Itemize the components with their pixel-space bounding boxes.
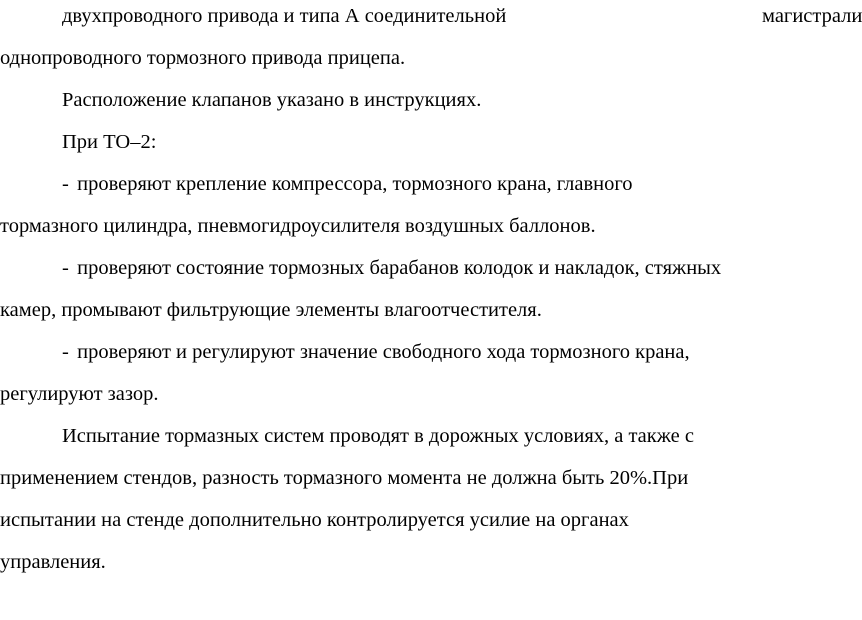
text-line-13 bbox=[0, 508, 629, 532]
list-dash: - bbox=[62, 341, 69, 363]
text-line-3 bbox=[62, 88, 481, 112]
text-line-12 bbox=[0, 466, 688, 490]
text-line-14 bbox=[0, 550, 106, 574]
list-dash: - bbox=[62, 173, 69, 195]
line-3-text: Расположение клапанов указано в инструкциях. bbox=[62, 89, 482, 111]
line-11-text: Испытание тормазных систем проводят в дорожных условиях, а также с bbox=[62, 425, 694, 447]
text-line-2 bbox=[0, 46, 405, 70]
list-dash: - bbox=[62, 257, 69, 279]
text-line-7 bbox=[62, 256, 721, 280]
line-13-text: испытании на стенде дополнительно контролируется усилие на органах bbox=[0, 509, 629, 531]
line-9-text: проверяют и регулируют значение свободного хода тормозного крана, bbox=[77, 341, 690, 363]
line-10-text: регулируют зазор. bbox=[0, 383, 159, 405]
text-line-4 bbox=[62, 130, 156, 154]
line-1-text: двухпроводного привода и типа А соединительной bbox=[62, 5, 507, 27]
line-4-text: При ТО–2: bbox=[62, 131, 157, 153]
text-line-11 bbox=[62, 424, 694, 448]
line-12-text: применением стендов, разность тормазного момента не должна быть 20%.При bbox=[0, 467, 689, 489]
text-line-8 bbox=[0, 298, 542, 322]
line-8-text: камер, промывают фильтрующие элементы влагоотчестителя. bbox=[0, 299, 542, 321]
text-line-6 bbox=[0, 214, 596, 238]
line-1-tail: магистрали bbox=[762, 5, 862, 27]
text-line-10 bbox=[0, 382, 158, 406]
line-14-text: управления. bbox=[0, 551, 106, 573]
text-line-1 bbox=[62, 4, 862, 28]
text-line-9 bbox=[62, 340, 690, 364]
line-5-text: проверяют крепление компрессора, тормозного крана, главного bbox=[77, 173, 633, 195]
line-6-text: тормазного цилиндра, пневмогидроусилителя воздушных баллонов. bbox=[0, 215, 596, 237]
line-2-text: однопроводного тормозного привода прицепа. bbox=[0, 47, 406, 69]
text-line-5 bbox=[62, 172, 633, 196]
line-7-text: проверяют состояние тормозных барабанов колодок и накладок, стяжных bbox=[77, 257, 722, 279]
